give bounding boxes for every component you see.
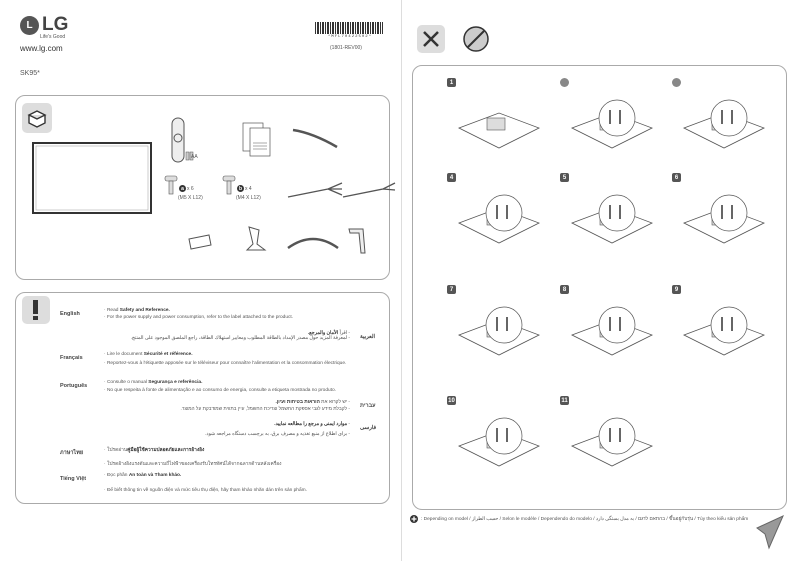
safety-line-text: Consulte o manual [106,380,149,385]
step-illustration [562,183,657,258]
step-number: 1 [447,78,456,87]
screw-b-count: x 4 [245,186,252,192]
language-label: العربية [360,334,376,340]
screw-b-icon [222,174,236,196]
safety-line: · Lire le document Sécurité et référence. [104,352,193,357]
safety-line-text: - برای اطلاع از منبع تغذیه و مصرف برق، به برچسب دستگاه مراجعه شود. [205,432,350,437]
page-divider [401,0,402,561]
tv-illustration [31,141,156,221]
safety-line [274,422,350,427]
manuals-icon [241,121,276,161]
step-illustration [449,88,544,163]
barcode-number: *MFL70422502* [327,35,373,39]
step-number [672,78,681,87]
step-number [560,78,569,87]
safety-box [15,292,390,504]
language-label: Português [60,383,88,389]
step-illustration [674,183,769,258]
language-label: فارسی [360,425,377,431]
barcode [315,22,383,34]
brand-name: LG [42,14,69,35]
revision: (1801-REV00) [330,45,362,51]
step-illustration [674,295,769,370]
safety-line-bold: คู่มือผู้ใช้ความปลอดภัยและการอ้างอิง [127,448,205,453]
language-label: Français [60,355,83,361]
safety-line-text: No que respeita à fonte de alimentação e ao consumo de energia, consulte a etiqueta mostrada no produto. [106,388,337,393]
safety-line-text: - لمعرفة المزيد حول مصدر الإمداد بالطاقة المطلوب ومعايير استهلاك الطاقة، راجع الملصق الموجود على المنتج. [130,336,350,341]
safety-line-bold: הוראות בטיחות ועיון. [275,400,320,405]
stand-base-icon [346,224,371,256]
safety-line: · โปรดอ้างอิงแรงดันและความถี่ไฟฟ้าของเครื่องรับโทรทัศน์ได้จากฉลากด้านหลังเครื่อง [104,462,282,467]
batteries-label: AA [191,154,198,160]
screw-a-icon [164,174,178,196]
av-cable-icon [286,181,346,201]
safety-line: · No que respeita à fonte de alimentação e ao consumo de energia, consulte a etiqueta mostrada no produto. [104,388,337,393]
step-number: 7 [447,285,456,294]
page-turn-icon [755,512,787,552]
screw-a-badge: a [179,185,186,192]
safety-line-text: โปรดอ่าน [106,448,128,453]
tagline: Life's Good [40,34,66,40]
safety-line-bold: Segurança e referência. [148,380,203,385]
safety-line [131,336,350,341]
step-number: 10 [448,397,455,404]
safety-line-text: Read [106,308,120,313]
safety-line-text: Để biết thông tin về nguồn điện và mức tiêu thụ điện, hãy tham khảo nhãn dán trên sản phẩm. [106,488,307,493]
safety-line: · For the power supply and power consumption, refer to the label attached to the product. [104,315,294,320]
footer-note-text: : Depending on model / حسب الطراز / Selon le modèle / Dependendo do modelo / בהתאם לדגם / به مدل بستگی دارد / ขึ้นอยู่กับรุ่น / Tùy theo kiểu sản phẩm [421,517,749,522]
safety-line: · Consulte o manual Segurança e referência. [104,380,203,385]
step-number: 11 [561,397,568,404]
safety-line [205,432,350,437]
stand-cover-icon [186,231,214,251]
safety-line-bold: Sécurité et référence. [143,352,193,357]
safety-line-text: โปรดอ้างอิงแรงดันและความถี่ไฟฟ้าของเครื่องรับโทรทัศน์ได้จากฉลากด้านหลังเครื่อง [106,462,282,467]
model-number: SK95* [20,70,40,77]
safety-line-text: - [347,422,350,427]
safety-line: · Reportez-vous à l'étiquette apposée sur le téléviseur pour connaître l'alimentation et la consommation électrique. [104,361,347,366]
step-illustration [449,183,544,258]
warning-icon [22,296,50,324]
step-illustration [674,88,769,163]
screw-b-badge: b [238,185,243,192]
safety-line-text: - اقرأ [338,331,350,336]
step-number: 9 [672,285,681,294]
cable-guide-icon [286,233,341,253]
stand-body-icon [241,224,271,256]
language-label: ภาษาไทย [60,450,84,456]
safety-line: · Để biết thông tin về nguồn điện và mức tiêu thụ điện, hãy tham khảo nhãn dán trên sản phẩm. [104,488,307,493]
step-illustration [562,295,657,370]
step-illustration [449,295,544,370]
safety-line: · โปรดอ่านคู่มือผู้ใช้ความปลอดภัยและการอ้างอิง [104,448,205,453]
step-number: 8 [560,285,569,294]
box-contents-icon [22,103,52,133]
safety-line-text: Lire le document [106,352,144,357]
safety-line-bold: موارد ایمنی و مرجع را مطالعه نمایید. [274,422,348,427]
screw-a-spec: (M5 X L12) [178,195,203,201]
safety-line-text: - לקבלת מידע לגבי אספקת החשמל וצריכת החשמל, עיין בתווית שמודבקת על המוצר. [180,407,350,412]
safety-line: · Đọc phần An toàn và Tham khảo. [104,473,182,478]
safety-line-bold: An toàn và Tham khảo. [128,473,182,478]
safety-line-text: - יש לקרוא את [319,400,350,405]
lg-logo-icon: L [20,16,39,35]
cable-holder-icon [291,126,341,151]
lg-logo [20,14,68,36]
safety-line-text: Đọc phần [106,473,129,478]
language-label: English [60,311,80,317]
safety-line [276,400,351,405]
footer-note [410,515,748,523]
safety-line-bold: الأمان والمرجع. [307,331,339,336]
step-number: 5 [560,173,569,182]
step-illustration [562,406,657,481]
safety-line-text: Reportez-vous à l'étiquette apposée sur le téléviseur pour connaître l'alimentation et la consommation électrique. [106,361,347,366]
safety-line-bold: Safety and Reference. [119,308,170,313]
step-illustration [449,406,544,481]
step-number: 4 [447,173,456,182]
component-cable-icon [341,181,396,201]
plus-circle-icon [410,515,418,523]
step-illustration [562,88,657,163]
safety-line: · Read Safety and Reference. [104,308,170,313]
safety-line [181,407,351,412]
safety-line-text: For the power supply and power consumption, refer to the label attached to the product. [106,315,294,320]
language-label: עברית [360,403,376,409]
contents-box [15,95,390,280]
no-tools-icon [462,25,490,53]
screw-b-spec: (M4 X L12) [236,195,261,201]
website-url: www.lg.com [20,44,63,53]
tools-icon [417,25,445,53]
language-label: Tiếng Việt [60,476,87,482]
screw-a-count: x 6 [187,186,194,192]
step-number: 6 [672,173,681,182]
